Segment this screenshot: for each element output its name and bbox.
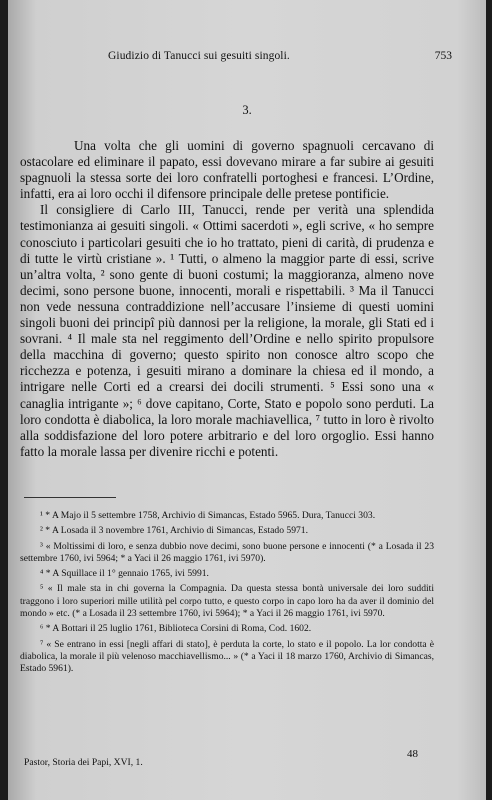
footnote-divider: [24, 497, 116, 498]
sheet-number: 48: [407, 748, 418, 760]
paragraph: Il consigliere di Carlo III, Tanucci, rende per verità una splendida testimonianza ai gesuiti singoli. « Ottimi sacerdoti », egli scrive, « ho sempre conosciuto i particolari gesuiti che io ho trattato, pieni di carità, di prudenza e di tutte le virtù cristiane ». ¹ Tutti, o almeno la maggior parte di essi, scrive un’altra volta, ² sono gente di buoni costumi; la maggioranza, almeno nove decimi, sono persone buone, innocenti, morali e rispettabili. ³ Ma il Tanucci non vede nessuna contraddizione nell’accusare l’insieme di questi uomini singoli buoni dei principî più dannosi per la religione, la morale, gli Stati ed i sovrani. ⁴ Il male sta nel reggimento dell’Ordine e nello spirito propulsore della macchina di governo; questo spirito non conosce altro scopo che ricchezza e potenza, i gesuiti mirano a dominare la chiesa ed il mondo, a intrigare nelle Corti ed a crearsi dei docili strumenti. ⁵ Essi sono una « canaglia intrigante »; ⁶ dove capitano, Corte, Stato e popolo sono perduti. La loro condotta è diabolica, la loro morale machiavellica, ⁷ tutto in loro è rivolto alla soddisfazione del loro potere arbitrario e del loro orgoglio. Essi hanno fatto la morale lassa per divenire ricchi e potenti.: [20, 202, 434, 459]
section-number: 3.: [242, 103, 252, 117]
footnote: ² * A Losada il 3 novembre 1761, Archivio di Simancas, Estado 5971.: [40, 525, 309, 537]
page-number: 753: [434, 50, 452, 62]
footnote: ⁷ « Se entrano in essi [negli affari di stato], è perduta la corte, lo stato e il popolo. La lor condotta è diabolica, la morale il più velenoso macchiavellismo... » (* a Yaci il 18 marzo 1760, Archivio di Simancas, Estado 5961).: [20, 638, 434, 675]
signature-line: Pastor, Storia dei Papi, XVI, 1.: [24, 757, 143, 768]
running-header: Giudizio di Tanucci sui gesuiti singoli.: [108, 50, 290, 62]
paragraph: Una volta che gli uomini di governo spagnuoli cercavano di ostacolare ed eliminare il papato, essi dovevano mirare a far subire ai gesuiti spagnuoli la stessa sorte dei loro confratelli portoghesi e francesi. L’Ordine, infatti, era ai loro occhi il difensore principale delle pretese pontificie.: [20, 138, 434, 202]
footnote: ⁵ « Il male sta in chi governa la Compagnia. Da questa stessa bontà universale dei loro sudditi traggono i loro superiori mille utilità pel corpo tutto, e questo corpo in capo loro ha da aver il dominio del mondo » etc. (* a Losada il 23 settembre 1760, ivi 5964); * a Yaci il 26 maggio 1761, ivi 5970.: [20, 583, 434, 620]
main-text: [20, 138, 434, 460]
footnote: ³ « Moltissimi di loro, e senza dubbio nove decimi, sono buone persone e innocenti (* a Losada il 23 settembre 1760, ivi 5964; * a Yaci il 26 maggio 1761, ivi 5970).: [20, 540, 434, 564]
footnotes: [20, 510, 434, 679]
footnote: ¹ * A Majo il 5 settembre 1758, Archivio di Simancas, Estado 5965. Dura, Tanucci 303.: [40, 510, 376, 521]
footnote: ⁴ * A Squillace il 1° gennaio 1765, ivi 5991.: [40, 568, 209, 580]
footnote: ⁶ * A Bottari il 25 luglio 1761, Biblioteca Corsini di Roma, Cod. 1602.: [40, 623, 312, 635]
book-page: [8, 0, 486, 800]
